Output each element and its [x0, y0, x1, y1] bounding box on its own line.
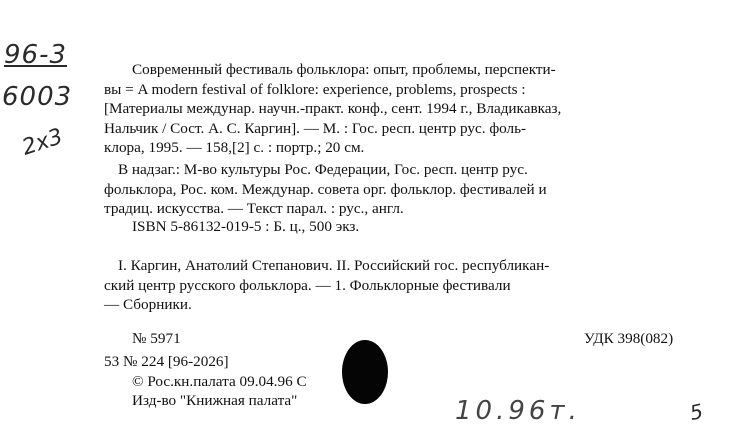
note-line: традиц. искусства. — Текст парал. : рус., англ.: [104, 200, 404, 218]
bibliographic-entry: [104, 60, 694, 158]
handwritten-number: 6003: [2, 82, 73, 112]
entry-line: вы = A modern festival of folklore: experience, problems, prospects :: [104, 80, 526, 98]
note-line: фольклора, Рос. ком. Междунар. совета орг. фольклор. фестивалей и: [104, 180, 547, 198]
note-line: В надзаг.: М-во культуры Рос. Федерации, Гос. респ. центр рус.: [118, 161, 528, 178]
handwritten-initials: 5: [687, 398, 706, 426]
tracing-line: — Сборники.: [104, 296, 192, 314]
entry-line: Нальчик / Сост. А. С. Каргин]. — М. : Гос. респ. центр рус. фоль-: [104, 119, 527, 137]
note-paragraph: [104, 160, 694, 219]
entry-line: клора, 1995. — 158,[2] с. : портр.; 20 см.: [104, 139, 365, 157]
tracing-paragraph: [104, 256, 694, 315]
tracing-line: I. Каргин, Анатолий Степанович. II. Российский гос. республикан-: [118, 257, 550, 274]
entry-line: Современный фестиваль фольклора: опыт, проблемы, перспекти-: [132, 61, 556, 78]
handwritten-mark: 2x3: [19, 124, 66, 161]
imprint-line: 53 № 224 [96-2026]: [104, 353, 229, 370]
imprint-block: [104, 352, 307, 411]
handwritten-code: 96-3: [4, 40, 68, 70]
handwritten-bottom-note: 10.96т.: [455, 396, 581, 426]
udk-code: УДК 398(082): [584, 330, 674, 347]
imprint-line: Изд-во "Книжная палата": [132, 392, 298, 410]
ink-blot: [342, 340, 388, 404]
entry-line: [Материалы междунар. научн.-практ. конф., сент. 1994 г., Владикавказ,: [104, 100, 562, 118]
imprint-line: © Рос.кн.палата 09.04.96 С: [132, 372, 307, 390]
tracing-line: ский центр русского фольклора. — 1. Фольклорные фестивали: [104, 276, 511, 294]
record-number: № 5971: [132, 330, 181, 347]
isbn-line: ISBN 5-86132-019-5 : Б. ц., 500 экз.: [132, 218, 360, 235]
